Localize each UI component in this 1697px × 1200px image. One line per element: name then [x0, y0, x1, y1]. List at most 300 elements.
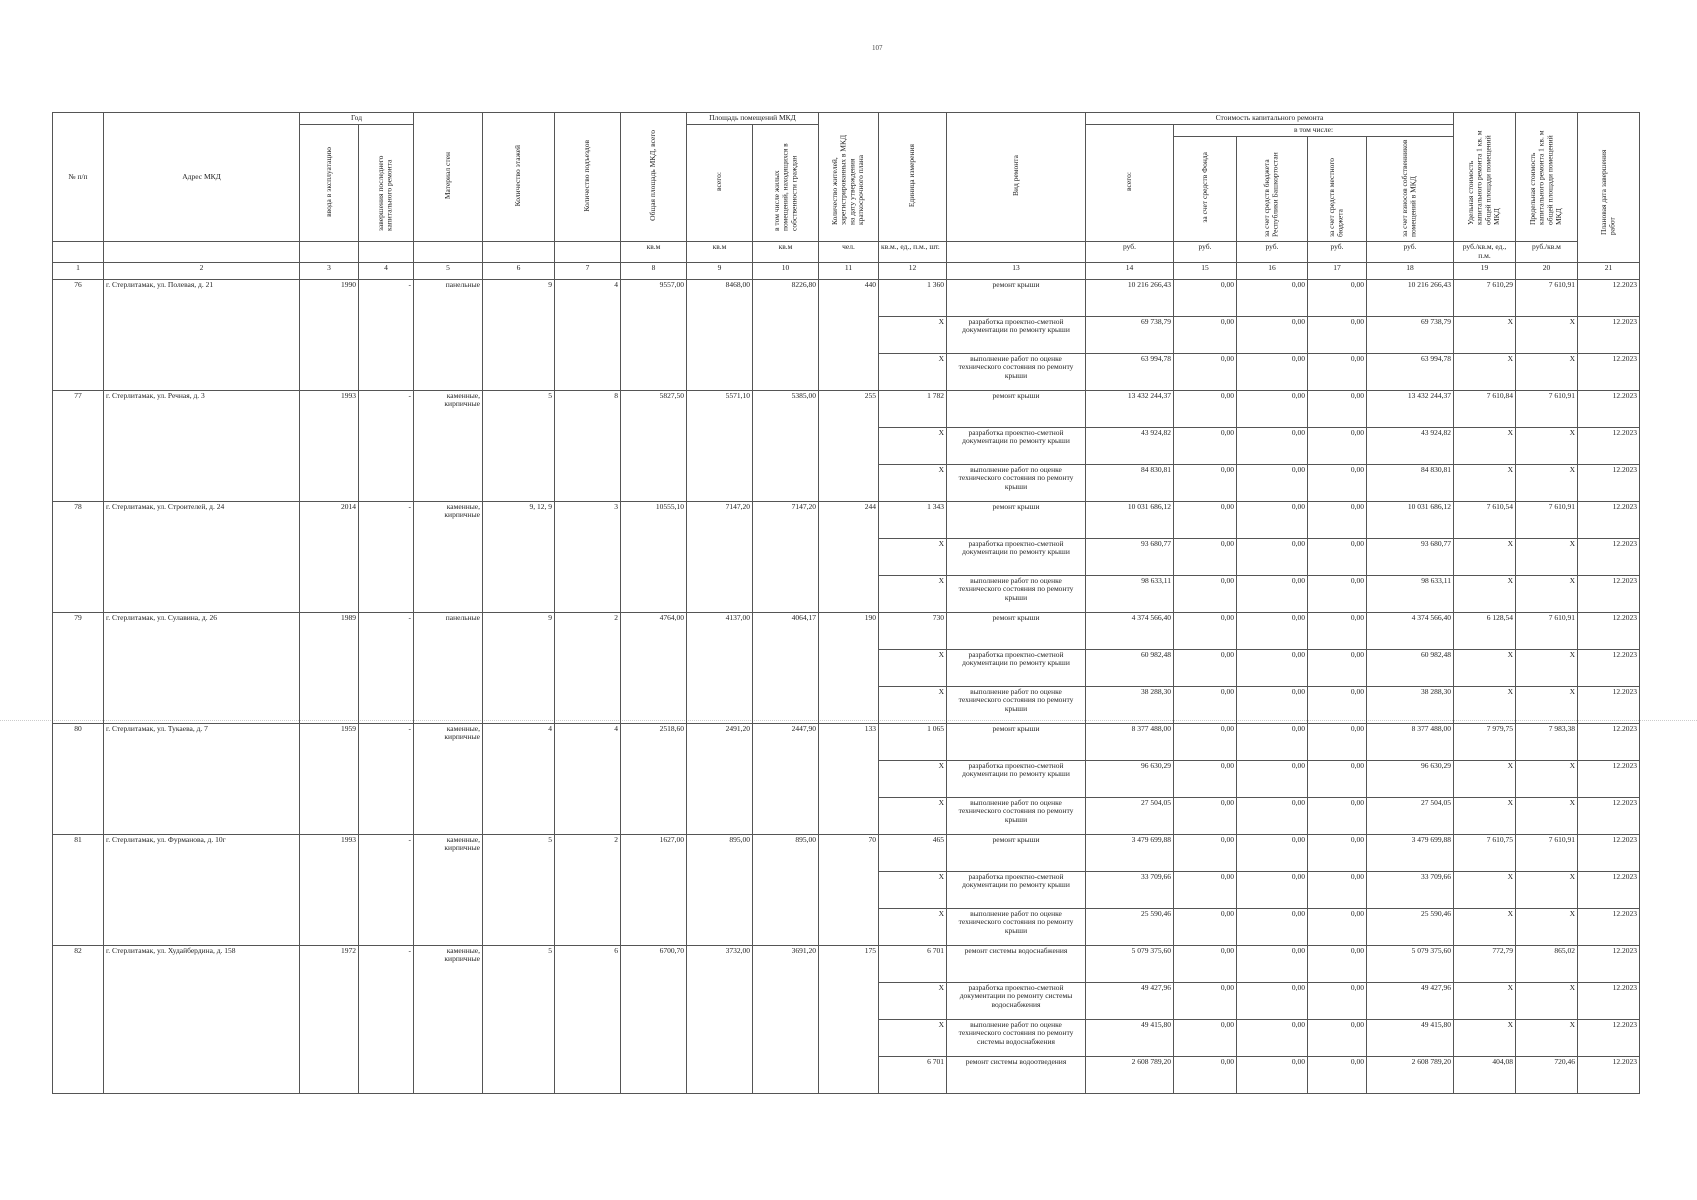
work-unit: 1 065	[879, 723, 947, 760]
work-fund: 0,00	[1174, 353, 1237, 390]
row-total-area: 10555,10	[621, 501, 687, 612]
work-specific-cost: X	[1454, 797, 1516, 834]
row-year-last-repair: -	[359, 945, 414, 1093]
header-residents: Количество жителей, зарегистрированных в МКД на дату утверждения краткосрочного плана	[819, 113, 879, 242]
work-cost-total: 33 709,66	[1086, 871, 1174, 908]
work-republic-budget: 0,00	[1237, 760, 1308, 797]
work-max-cost: 720,46	[1516, 1056, 1578, 1093]
unit-blank	[104, 242, 300, 262]
work-type: ремонт крыши	[947, 279, 1086, 316]
work-republic-budget: 0,00	[1237, 279, 1308, 316]
work-fund: 0,00	[1174, 316, 1237, 353]
work-max-cost: X	[1516, 464, 1578, 501]
row-num: 79	[53, 612, 104, 723]
header-cost-group: Стоимость капитального ремонта	[1086, 113, 1454, 125]
row-total-area: 9557,00	[621, 279, 687, 390]
work-fund: 0,00	[1174, 908, 1237, 945]
work-fund: 0,00	[1174, 279, 1237, 316]
work-cost-total: 25 590,46	[1086, 908, 1174, 945]
header-premises-residential: в том числе жилых помещений, находящихся в собственности граждан	[753, 125, 819, 242]
work-unit: 6 701	[879, 945, 947, 982]
work-unit: 1 782	[879, 390, 947, 427]
work-local-budget: 0,00	[1308, 686, 1367, 723]
header-specific-cost: Удельная стоимость капитального ремонта 1 кв. м общей площади помещений МКД	[1454, 113, 1516, 242]
work-type: выполнение работ по оценке технического состояния по ремонту системы водоснабжения	[947, 1019, 1086, 1056]
row-premises-residential: 3691,20	[753, 945, 819, 1093]
work-specific-cost: X	[1454, 353, 1516, 390]
work-planned-date: 12.2023	[1578, 575, 1640, 612]
work-republic-budget: 0,00	[1237, 575, 1308, 612]
work-fund: 0,00	[1174, 797, 1237, 834]
row-floors: 9	[483, 612, 555, 723]
work-unit: X	[879, 575, 947, 612]
unit-blank	[359, 242, 414, 262]
row-residents: 244	[819, 501, 879, 612]
row-premises-total: 4137,00	[687, 612, 753, 723]
work-cost-total: 84 830,81	[1086, 464, 1174, 501]
work-owners: 98 633,11	[1367, 575, 1454, 612]
header-year-group: Год	[300, 113, 414, 125]
work-fund: 0,00	[1174, 686, 1237, 723]
table-row	[53, 390, 1640, 427]
header-repair-type: Вид ремонта	[947, 113, 1086, 242]
row-num: 77	[53, 390, 104, 501]
header-max-cost: Предельная стоимость капитального ремонта 1 кв. м общей площади помещений МКД	[1516, 113, 1578, 242]
header-incl: в том числе:	[1174, 125, 1454, 137]
row-year-last-repair: -	[359, 612, 414, 723]
column-number: 15	[1174, 262, 1237, 279]
work-specific-cost: X	[1454, 686, 1516, 723]
work-specific-cost: X	[1454, 760, 1516, 797]
work-max-cost: X	[1516, 908, 1578, 945]
work-max-cost: 7 983,38	[1516, 723, 1578, 760]
work-unit: X	[879, 760, 947, 797]
work-owners: 25 590,46	[1367, 908, 1454, 945]
table-row	[53, 723, 1640, 760]
row-premises-total: 2491,20	[687, 723, 753, 834]
work-planned-date: 12.2023	[1578, 649, 1640, 686]
row-total-area: 5827,50	[621, 390, 687, 501]
work-owners: 38 288,30	[1367, 686, 1454, 723]
row-entrances: 2	[555, 612, 621, 723]
work-owners: 2 608 789,20	[1367, 1056, 1454, 1093]
work-owners: 69 738,79	[1367, 316, 1454, 353]
row-residents: 440	[819, 279, 879, 390]
column-number: 13	[947, 262, 1086, 279]
work-specific-cost: 7 610,54	[1454, 501, 1516, 538]
work-owners: 13 432 244,37	[1367, 390, 1454, 427]
work-planned-date: 12.2023	[1578, 908, 1640, 945]
work-planned-date: 12.2023	[1578, 797, 1640, 834]
work-cost-total: 10 216 266,43	[1086, 279, 1174, 316]
work-cost-total: 8 377 488,00	[1086, 723, 1174, 760]
column-number: 9	[687, 262, 753, 279]
work-planned-date: 12.2023	[1578, 723, 1640, 760]
work-unit: X	[879, 353, 947, 390]
table-row	[53, 612, 1640, 649]
work-planned-date: 12.2023	[1578, 760, 1640, 797]
column-number: 8	[621, 262, 687, 279]
work-max-cost: X	[1516, 575, 1578, 612]
row-premises-residential: 2447,90	[753, 723, 819, 834]
table-row	[53, 501, 1640, 538]
row-floors: 9, 12, 9	[483, 501, 555, 612]
row-num: 80	[53, 723, 104, 834]
work-type: ремонт крыши	[947, 723, 1086, 760]
work-type: выполнение работ по оценке технического состояния по ремонту крыши	[947, 686, 1086, 723]
column-number: 10	[753, 262, 819, 279]
work-type: выполнение работ по оценке технического состояния по ремонту крыши	[947, 353, 1086, 390]
work-specific-cost: 7 610,75	[1454, 834, 1516, 871]
work-planned-date: 12.2023	[1578, 353, 1640, 390]
row-residents: 175	[819, 945, 879, 1093]
row-year-commission: 1993	[300, 390, 359, 501]
work-type: ремонт крыши	[947, 612, 1086, 649]
column-number: 2	[104, 262, 300, 279]
work-cost-total: 49 415,80	[1086, 1019, 1174, 1056]
work-republic-budget: 0,00	[1237, 427, 1308, 464]
row-year-commission: 1989	[300, 612, 359, 723]
work-max-cost: X	[1516, 982, 1578, 1019]
work-type: ремонт крыши	[947, 501, 1086, 538]
row-premises-total: 3732,00	[687, 945, 753, 1093]
row-entrances: 4	[555, 279, 621, 390]
work-unit: 6 701	[879, 1056, 947, 1093]
work-local-budget: 0,00	[1308, 612, 1367, 649]
work-republic-budget: 0,00	[1237, 871, 1308, 908]
work-local-budget: 0,00	[1308, 982, 1367, 1019]
column-number: 14	[1086, 262, 1174, 279]
work-owners: 43 924,82	[1367, 427, 1454, 464]
unit-total-area: кв.м	[621, 242, 687, 262]
work-planned-date: 12.2023	[1578, 390, 1640, 427]
header-local-budget: за счет средств местного бюджета	[1308, 136, 1367, 242]
work-planned-date: 12.2023	[1578, 538, 1640, 575]
work-local-budget: 0,00	[1308, 427, 1367, 464]
column-number: 16	[1237, 262, 1308, 279]
row-year-commission: 1990	[300, 279, 359, 390]
row-floors: 4	[483, 723, 555, 834]
header-wall-material: Материал стен	[414, 113, 483, 242]
work-republic-budget: 0,00	[1237, 353, 1308, 390]
row-num: 78	[53, 501, 104, 612]
work-max-cost: X	[1516, 353, 1578, 390]
row-premises-total: 5571,10	[687, 390, 753, 501]
work-republic-budget: 0,00	[1237, 686, 1308, 723]
work-planned-date: 12.2023	[1578, 686, 1640, 723]
column-number: 6	[483, 262, 555, 279]
work-specific-cost: 7 610,84	[1454, 390, 1516, 427]
work-planned-date: 12.2023	[1578, 427, 1640, 464]
work-unit: X	[879, 797, 947, 834]
work-max-cost: X	[1516, 760, 1578, 797]
row-year-commission: 1959	[300, 723, 359, 834]
work-unit: 730	[879, 612, 947, 649]
row-entrances: 8	[555, 390, 621, 501]
header-year-last-repair: завершения последнего капитального ремонта	[359, 125, 414, 242]
row-year-last-repair: -	[359, 723, 414, 834]
work-republic-budget: 0,00	[1237, 797, 1308, 834]
column-numbers-row	[53, 262, 1640, 279]
column-number: 20	[1516, 262, 1578, 279]
column-number: 19	[1454, 262, 1516, 279]
row-premises-total: 8468,00	[687, 279, 753, 390]
row-year-last-repair: -	[359, 501, 414, 612]
work-cost-total: 27 504,05	[1086, 797, 1174, 834]
work-fund: 0,00	[1174, 1019, 1237, 1056]
work-max-cost: 7 610,91	[1516, 501, 1578, 538]
column-number: 3	[300, 262, 359, 279]
work-cost-total: 93 680,77	[1086, 538, 1174, 575]
row-floors: 5	[483, 945, 555, 1093]
header-year-commission: ввода в эксплуатацию	[300, 125, 359, 242]
row-year-commission: 1993	[300, 834, 359, 945]
row-entrances: 3	[555, 501, 621, 612]
unit-blank	[53, 242, 104, 262]
work-republic-budget: 0,00	[1237, 612, 1308, 649]
row-residents: 133	[819, 723, 879, 834]
work-republic-budget: 0,00	[1237, 390, 1308, 427]
work-cost-total: 2 608 789,20	[1086, 1056, 1174, 1093]
work-type: выполнение работ по оценке технического состояния по ремонту крыши	[947, 908, 1086, 945]
row-year-last-repair: -	[359, 834, 414, 945]
header-cost-total: всего:	[1086, 125, 1174, 242]
work-max-cost: X	[1516, 871, 1578, 908]
work-specific-cost: X	[1454, 1019, 1516, 1056]
work-fund: 0,00	[1174, 501, 1237, 538]
work-owners: 60 982,48	[1367, 649, 1454, 686]
column-number: 18	[1367, 262, 1454, 279]
work-specific-cost: 7 979,75	[1454, 723, 1516, 760]
column-number: 4	[359, 262, 414, 279]
row-wall-material: панельные	[414, 612, 483, 723]
row-entrances: 6	[555, 945, 621, 1093]
work-local-budget: 0,00	[1308, 797, 1367, 834]
work-unit: X	[879, 649, 947, 686]
work-fund: 0,00	[1174, 390, 1237, 427]
unit-blank	[300, 242, 359, 262]
work-republic-budget: 0,00	[1237, 316, 1308, 353]
work-owners: 8 377 488,00	[1367, 723, 1454, 760]
row-year-commission: 1972	[300, 945, 359, 1093]
unit-blank	[483, 242, 555, 262]
work-type: разработка проектно-сметной документации по ремонту системы водоснабжения	[947, 982, 1086, 1019]
work-max-cost: X	[1516, 686, 1578, 723]
work-specific-cost: X	[1454, 464, 1516, 501]
row-wall-material: каменные, кирпичные	[414, 723, 483, 834]
row-num: 76	[53, 279, 104, 390]
work-cost-total: 98 633,11	[1086, 575, 1174, 612]
work-unit: X	[879, 871, 947, 908]
work-owners: 27 504,05	[1367, 797, 1454, 834]
header-floors: Количество этажей	[483, 113, 555, 242]
work-cost-total: 13 432 244,37	[1086, 390, 1174, 427]
work-specific-cost: X	[1454, 575, 1516, 612]
column-number: 17	[1308, 262, 1367, 279]
row-total-area: 2518,60	[621, 723, 687, 834]
work-local-budget: 0,00	[1308, 279, 1367, 316]
table-row	[53, 945, 1640, 982]
row-num: 81	[53, 834, 104, 945]
work-fund: 0,00	[1174, 612, 1237, 649]
work-type: разработка проектно-сметной документации по ремонту крыши	[947, 316, 1086, 353]
row-num: 82	[53, 945, 104, 1093]
work-planned-date: 12.2023	[1578, 316, 1640, 353]
work-max-cost: X	[1516, 538, 1578, 575]
work-fund: 0,00	[1174, 760, 1237, 797]
work-republic-budget: 0,00	[1237, 501, 1308, 538]
work-local-budget: 0,00	[1308, 908, 1367, 945]
repair-plan-table	[52, 112, 1640, 1094]
work-type: разработка проектно-сметной документации по ремонту крыши	[947, 649, 1086, 686]
work-unit: X	[879, 464, 947, 501]
work-planned-date: 12.2023	[1578, 1019, 1640, 1056]
work-type: ремонт крыши	[947, 834, 1086, 871]
work-local-budget: 0,00	[1308, 1019, 1367, 1056]
row-floors: 5	[483, 834, 555, 945]
work-republic-budget: 0,00	[1237, 834, 1308, 871]
row-address: г. Стерлитамак, ул. Полевая, д. 21	[104, 279, 300, 390]
row-premises-residential: 7147,20	[753, 501, 819, 612]
work-local-budget: 0,00	[1308, 723, 1367, 760]
work-cost-total: 3 479 699,88	[1086, 834, 1174, 871]
unit-measure: кв.м., ед., п.м., шт.	[879, 242, 947, 262]
work-type: выполнение работ по оценке технического состояния по ремонту крыши	[947, 797, 1086, 834]
row-premises-residential: 5385,00	[753, 390, 819, 501]
row-wall-material: каменные, кирпичные	[414, 945, 483, 1093]
row-address: г. Стерлитамак, ул. Речная, д. 3	[104, 390, 300, 501]
work-type: разработка проектно-сметной документации по ремонту крыши	[947, 427, 1086, 464]
row-residents: 255	[819, 390, 879, 501]
work-planned-date: 12.2023	[1578, 871, 1640, 908]
work-local-budget: 0,00	[1308, 945, 1367, 982]
work-republic-budget: 0,00	[1237, 908, 1308, 945]
header-unit-measure: Единица измерения	[879, 113, 947, 242]
work-fund: 0,00	[1174, 945, 1237, 982]
unit-premises-residential: кв.м	[753, 242, 819, 262]
work-max-cost: 7 610,91	[1516, 612, 1578, 649]
table-row	[53, 279, 1640, 316]
work-unit: 1 343	[879, 501, 947, 538]
work-specific-cost: X	[1454, 982, 1516, 1019]
row-year-commission: 2014	[300, 501, 359, 612]
work-owners: 84 830,81	[1367, 464, 1454, 501]
work-local-budget: 0,00	[1308, 353, 1367, 390]
work-unit: X	[879, 427, 947, 464]
work-owners: 4 374 566,40	[1367, 612, 1454, 649]
work-local-budget: 0,00	[1308, 575, 1367, 612]
table-row	[53, 834, 1640, 871]
work-max-cost: X	[1516, 649, 1578, 686]
work-unit: 465	[879, 834, 947, 871]
work-planned-date: 12.2023	[1578, 834, 1640, 871]
header-planned-date: Плановая дата завершения работ	[1578, 113, 1640, 263]
work-fund: 0,00	[1174, 464, 1237, 501]
row-premises-total: 7147,20	[687, 501, 753, 612]
work-owners: 96 630,29	[1367, 760, 1454, 797]
work-local-budget: 0,00	[1308, 834, 1367, 871]
row-residents: 70	[819, 834, 879, 945]
work-cost-total: 60 982,48	[1086, 649, 1174, 686]
table-body	[53, 279, 1640, 1093]
work-owners: 49 415,80	[1367, 1019, 1454, 1056]
unit-premises-total: кв.м	[687, 242, 753, 262]
work-type: разработка проектно-сметной документации по ремонту крыши	[947, 871, 1086, 908]
work-type: выполнение работ по оценке технического состояния по ремонту крыши	[947, 575, 1086, 612]
work-fund: 0,00	[1174, 538, 1237, 575]
work-fund: 0,00	[1174, 427, 1237, 464]
work-unit: X	[879, 316, 947, 353]
header-num: № п/п	[53, 113, 104, 242]
row-residents: 190	[819, 612, 879, 723]
work-owners: 49 427,96	[1367, 982, 1454, 1019]
row-wall-material: каменные, кирпичные	[414, 501, 483, 612]
work-local-budget: 0,00	[1308, 390, 1367, 427]
header-total-area: Общая площадь МКД, всего	[621, 113, 687, 242]
row-year-last-repair: -	[359, 279, 414, 390]
row-premises-residential: 895,00	[753, 834, 819, 945]
work-republic-budget: 0,00	[1237, 538, 1308, 575]
work-type: ремонт системы водоснабжения	[947, 945, 1086, 982]
header-republic-budget: за счет средств бюджета Республики Башкортостан	[1237, 136, 1308, 242]
work-unit: X	[879, 908, 947, 945]
work-specific-cost: X	[1454, 316, 1516, 353]
row-year-last-repair: -	[359, 390, 414, 501]
unit-specific-cost: руб./кв.м, ед., п.м.	[1454, 242, 1516, 262]
work-cost-total: 96 630,29	[1086, 760, 1174, 797]
work-local-budget: 0,00	[1308, 1056, 1367, 1093]
work-specific-cost: X	[1454, 649, 1516, 686]
column-number: 11	[819, 262, 879, 279]
unit-blank	[555, 242, 621, 262]
row-wall-material: панельные	[414, 279, 483, 390]
work-planned-date: 12.2023	[1578, 612, 1640, 649]
work-republic-budget: 0,00	[1237, 945, 1308, 982]
work-max-cost: X	[1516, 797, 1578, 834]
column-number: 21	[1578, 262, 1640, 279]
work-local-budget: 0,00	[1308, 538, 1367, 575]
work-max-cost: 7 610,91	[1516, 279, 1578, 316]
row-floors: 9	[483, 279, 555, 390]
work-owners: 93 680,77	[1367, 538, 1454, 575]
work-cost-total: 5 079 375,60	[1086, 945, 1174, 982]
work-type: разработка проектно-сметной документации по ремонту крыши	[947, 760, 1086, 797]
column-number: 7	[555, 262, 621, 279]
work-planned-date: 12.2023	[1578, 501, 1640, 538]
work-local-budget: 0,00	[1308, 760, 1367, 797]
row-total-area: 6700,70	[621, 945, 687, 1093]
header-premises-total: всего:	[687, 125, 753, 242]
header-entrances: Количество подъездов	[555, 113, 621, 242]
row-address: г. Стерлитамак, ул. Тукаева, д. 7	[104, 723, 300, 834]
work-owners: 33 709,66	[1367, 871, 1454, 908]
work-planned-date: 12.2023	[1578, 1056, 1640, 1093]
work-max-cost: X	[1516, 316, 1578, 353]
work-fund: 0,00	[1174, 982, 1237, 1019]
work-local-budget: 0,00	[1308, 871, 1367, 908]
work-max-cost: 7 610,91	[1516, 390, 1578, 427]
work-specific-cost: X	[1454, 427, 1516, 464]
row-entrances: 4	[555, 723, 621, 834]
work-type: ремонт системы водоотведения	[947, 1056, 1086, 1093]
row-address: г. Стерлитамак, ул. Строителей, д. 24	[104, 501, 300, 612]
work-republic-budget: 0,00	[1237, 723, 1308, 760]
work-owners: 3 479 699,88	[1367, 834, 1454, 871]
header-premises-group: Площадь помещений МКД	[687, 113, 819, 125]
row-premises-residential: 8226,80	[753, 279, 819, 390]
row-address: г. Стерлитамак, ул. Худайбердина, д. 158	[104, 945, 300, 1093]
work-republic-budget: 0,00	[1237, 1056, 1308, 1093]
